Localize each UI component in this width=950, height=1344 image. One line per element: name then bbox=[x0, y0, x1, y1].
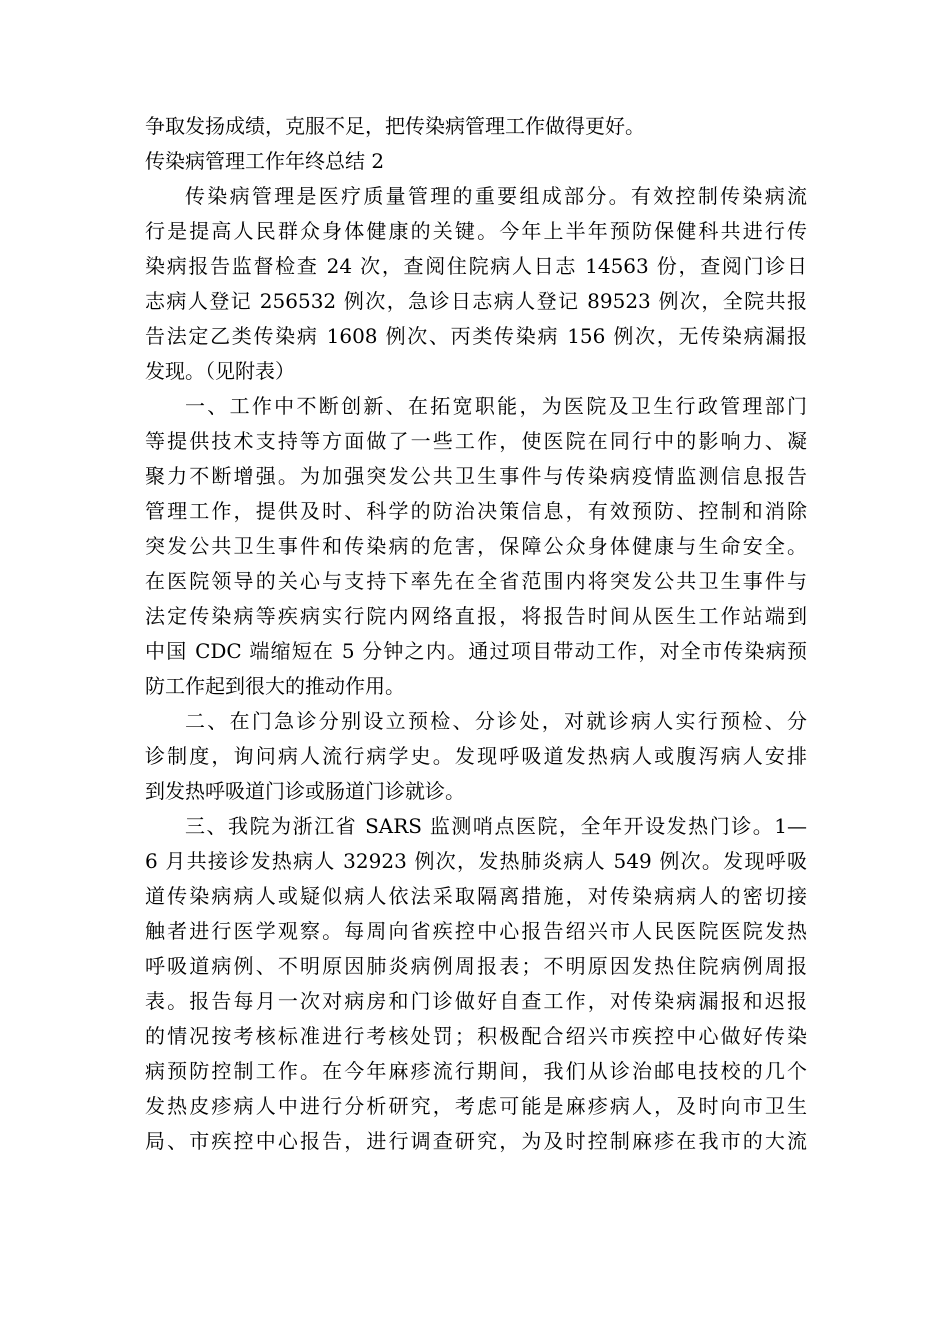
paragraph-first-line: 三、我院为浙江省 SARS 监测哨点医院，全年开设发热门诊。1— bbox=[185, 814, 807, 838]
text-line: 的情况按考核标准进行考核处罚；积极配合绍兴市疾控中心做好传染 bbox=[145, 1024, 807, 1048]
paragraph-first-line: 一、工作中不断创新、在拓宽职能，为医院及卫生行政管理部门 bbox=[185, 394, 807, 418]
text-line: 行是提高人民群众身体健康的关键。今年上半年预防保健科共进行传 bbox=[145, 219, 807, 243]
section-heading: 传染病管理工作年终总结 2 bbox=[145, 149, 385, 173]
document-body bbox=[145, 109, 807, 1159]
text-line: 发现。（见附表） bbox=[145, 359, 295, 383]
text-line: 法定传染病等疾病实行院内网络直报，将报告时间从医生工作站端到 bbox=[145, 604, 807, 628]
paragraph-first-line: 二、在门急诊分别设立预检、分诊处，对就诊病人实行预检、分 bbox=[185, 709, 807, 733]
text-line: 触者进行医学观察。每周向省疾控中心报告绍兴市人民医院医院发热 bbox=[145, 919, 807, 943]
text-line: 发热皮疹病人中进行分析研究，考虑可能是麻疹病人，及时向市卫生 bbox=[145, 1094, 807, 1118]
text-line: 道传染病病人或疑似病人依法采取隔离措施，对传染病病人的密切接 bbox=[145, 884, 807, 908]
text-line: 病预防控制工作。在今年麻疹流行期间，我们从诊治邮电技校的几个 bbox=[145, 1059, 807, 1083]
text-line: 争取发扬成绩，克服不足，把传染病管理工作做得更好。 bbox=[145, 114, 645, 138]
paragraph-first-line: 传染病管理是医疗质量管理的重要组成部分。有效控制传染病流 bbox=[185, 184, 807, 208]
text-line: 聚力不断增强。为加强突发公共卫生事件与传染病疫情监测信息报告 bbox=[145, 464, 807, 488]
text-line: 诊制度，询问病人流行病学史。发现呼吸道发热病人或腹泻病人安排 bbox=[145, 744, 807, 768]
text-line: 到发热呼吸道门诊或肠道门诊就诊。 bbox=[145, 779, 465, 803]
text-line: 等提供技术支持等方面做了一些工作，使医院在同行中的影响力、凝 bbox=[145, 429, 807, 453]
text-line: 染病报告监督检查 24 次，查阅住院病人日志 14563 份，查阅门诊日 bbox=[145, 254, 807, 278]
text-line: 局、市疾控中心报告，进行调查研究，为及时控制麻疹在我市的大流 bbox=[145, 1129, 807, 1153]
text-line: 告法定乙类传染病 1608 例次、丙类传染病 156 例次，无传染病漏报 bbox=[145, 324, 807, 348]
text-line: 志病人登记 256532 例次，急诊日志病人登记 89523 例次，全院共报 bbox=[145, 289, 807, 313]
text-line: 6 月共接诊发热病人 32923 例次，发热肺炎病人 549 例次。发现呼吸 bbox=[145, 849, 807, 873]
text-line: 防工作起到很大的推动作用。 bbox=[145, 674, 405, 698]
text-line: 中国 CDC 端缩短在 5 分钟之内。通过项目带动工作，对全市传染病预 bbox=[145, 639, 807, 663]
text-line: 表。报告每月一次对病房和门诊做好自查工作，对传染病漏报和迟报 bbox=[145, 989, 807, 1013]
text-line: 呼吸道病例、不明原因肺炎病例周报表；不明原因发热住院病例周报 bbox=[145, 954, 807, 978]
text-line: 突发公共卫生事件和传染病的危害，保障公众身体健康与生命安全。 bbox=[145, 534, 807, 558]
text-line: 在医院领导的关心与支持下率先在全省范围内将突发公共卫生事件与 bbox=[145, 569, 807, 593]
text-line: 管理工作，提供及时、科学的防治决策信息，有效预防、控制和消除 bbox=[145, 499, 807, 523]
